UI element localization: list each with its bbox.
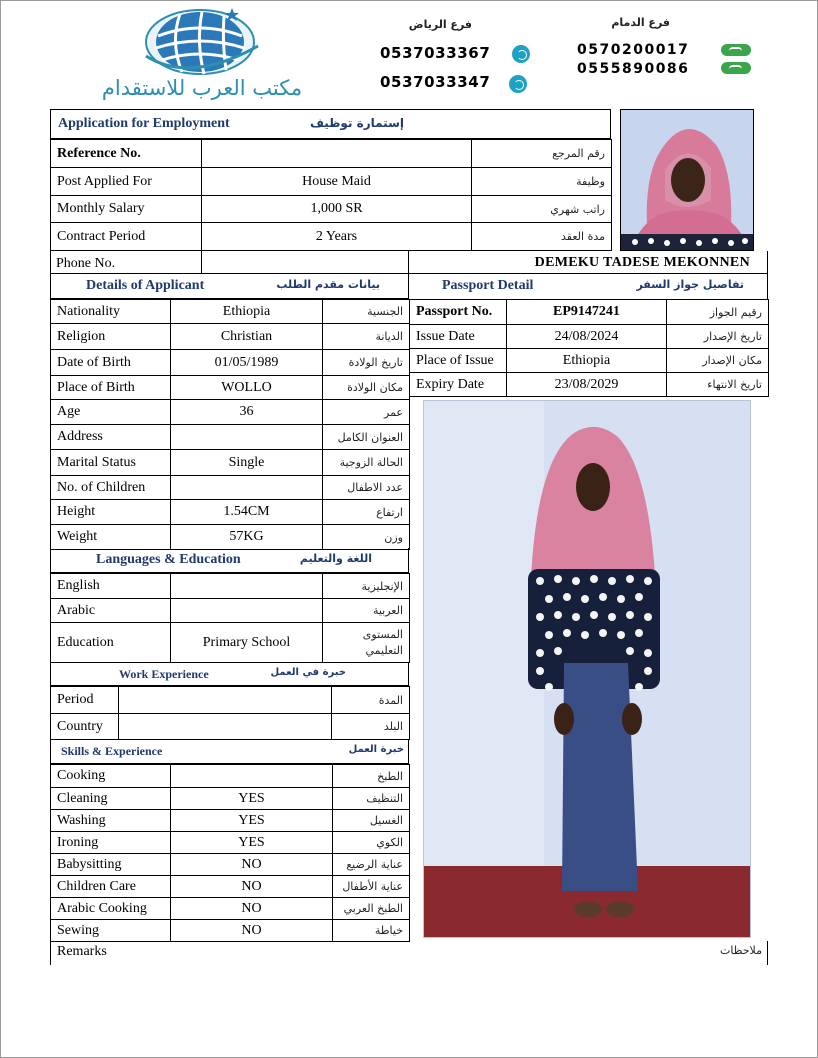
table-row <box>51 876 410 898</box>
passport-field-label-ar: تاريخ الانتهاء <box>667 373 769 397</box>
dammam-phone-2[interactable]: 0555890086 <box>577 61 690 77</box>
table-row <box>410 349 769 373</box>
field-label-ar: ارتفاع <box>323 500 410 525</box>
field-label-ar: الحالة الزوجية <box>323 450 410 476</box>
skills-table <box>50 764 410 942</box>
table-row <box>51 450 410 476</box>
field-label: Height <box>51 500 171 525</box>
table-row <box>51 376 410 400</box>
riyadh-branch-label: فرع الرياض <box>408 18 472 31</box>
whatsapp-icon <box>509 75 527 93</box>
field-value[interactable] <box>119 714 332 740</box>
passport-field-label: Issue Date <box>410 325 507 349</box>
phone-icon <box>721 62 751 74</box>
skill-value[interactable] <box>171 765 333 788</box>
field-label-ar: تاريخ الولادة <box>323 350 410 376</box>
passport-field-label: Passport No. <box>410 300 507 325</box>
passport-field-value[interactable]: EP9147241 <box>507 300 667 325</box>
passport-field-label-ar: رقيم الجواز <box>667 300 769 325</box>
skill-label-ar: خياطة <box>333 920 410 942</box>
field-value[interactable]: WOLLO <box>171 376 323 400</box>
company-name: مكتب العرب للاستقدام <box>101 76 303 100</box>
skills-heading-ar: خبرة العمل <box>348 744 404 755</box>
skill-label: Children Care <box>51 876 171 898</box>
skill-value[interactable]: NO <box>171 898 333 920</box>
applicant-name: DEMEKU TADESE MEKONNEN <box>534 255 750 270</box>
field-label-ar: الجنسية <box>323 300 410 324</box>
skill-label: Arabic Cooking <box>51 898 171 920</box>
salary-label: Monthly Salary <box>51 196 202 223</box>
table-row <box>51 898 410 920</box>
field-label: Period <box>51 687 119 714</box>
phone-row-divider <box>201 251 202 274</box>
table-row <box>51 599 410 623</box>
field-value[interactable] <box>119 687 332 714</box>
field-label-ar: الإنجليزية <box>323 574 410 599</box>
field-label-ar: العنوان الكامل <box>323 425 410 450</box>
languages-table <box>50 573 410 663</box>
field-label-ar: وزن <box>323 525 410 550</box>
passport-field-label: Place of Issue <box>410 349 507 373</box>
skill-value[interactable]: NO <box>171 854 333 876</box>
post-label-ar: وظيفة <box>472 168 612 196</box>
field-label: Age <box>51 400 171 425</box>
skill-label-ar: الطبخ <box>333 765 410 788</box>
skill-label-ar: الغسيل <box>333 810 410 832</box>
table-row <box>51 300 410 324</box>
field-label: No. of Children <box>51 476 171 500</box>
skill-label-ar: الكوي <box>333 832 410 854</box>
salary-label-ar: راتب شهري <box>472 196 612 223</box>
post-label: Post Applied For <box>51 168 202 196</box>
field-label-ar: المستوى التعليمي <box>323 623 410 663</box>
passport-field-value[interactable]: 24/08/2024 <box>507 325 667 349</box>
company-logo <box>140 6 260 80</box>
riyadh-phone-2[interactable]: 0537033347 <box>380 73 491 91</box>
field-label: Nationality <box>51 300 171 324</box>
field-label: Arabic <box>51 599 171 623</box>
passport-field-value[interactable]: Ethiopia <box>507 349 667 373</box>
passport-heading-en: Passport Detail <box>442 278 534 293</box>
phone-label: Phone No. <box>56 256 116 271</box>
skill-value[interactable]: YES <box>171 832 333 854</box>
field-value[interactable]: Primary School <box>171 623 323 663</box>
top-info-table <box>50 139 612 251</box>
reference-label: Reference No. <box>51 140 202 168</box>
skill-label: Ironing <box>51 832 171 854</box>
field-value[interactable]: Single <box>171 450 323 476</box>
table-row <box>51 920 410 942</box>
remarks-label: Remarks <box>57 944 107 959</box>
post-value[interactable]: House Maid <box>202 168 472 196</box>
table-row <box>51 350 410 376</box>
table-row <box>51 687 410 714</box>
table-row <box>51 765 410 788</box>
table-row <box>51 500 410 525</box>
applicant-heading-en: Details of Applicant <box>86 278 205 293</box>
field-label: Marital Status <box>51 450 171 476</box>
languages-heading-en: Languages & Education <box>96 552 241 567</box>
skill-label-ar: عناية الرضيع <box>333 854 410 876</box>
passport-field-label-ar: تاريخ الإصدار <box>667 325 769 349</box>
table-row <box>51 425 410 450</box>
table-row <box>51 476 410 500</box>
field-value[interactable] <box>171 476 323 500</box>
dammam-phone-1[interactable]: 0570200017 <box>577 42 690 58</box>
field-value[interactable] <box>171 574 323 599</box>
field-label-ar: البلد <box>332 714 410 740</box>
reference-value[interactable] <box>202 140 472 168</box>
table-row <box>410 300 769 325</box>
field-value[interactable]: 36 <box>171 400 323 425</box>
field-value[interactable]: 57KG <box>171 525 323 550</box>
applicant-table <box>50 299 410 550</box>
field-value[interactable]: Christian <box>171 324 323 350</box>
form-title-en: Application for Employment <box>58 116 230 131</box>
skill-label: Cleaning <box>51 788 171 810</box>
skill-value[interactable]: YES <box>171 810 333 832</box>
contract-label: Contract Period <box>51 223 202 251</box>
field-label: Religion <box>51 324 171 350</box>
field-label: Weight <box>51 525 171 550</box>
passport-field-label: Expiry Date <box>410 373 507 397</box>
field-label-ar: عدد الاطفال <box>323 476 410 500</box>
contract-value[interactable]: 2 Years <box>202 223 472 251</box>
field-value[interactable] <box>171 425 323 450</box>
field-label: Place of Birth <box>51 376 171 400</box>
remarks-label-ar: ملاحظات <box>720 944 762 957</box>
passport-heading-ar: تفاصيل جواز السفر <box>636 278 744 291</box>
contract-label-ar: مدة العقد <box>472 223 612 251</box>
table-row <box>410 325 769 349</box>
work-table <box>50 686 410 740</box>
work-heading-ar: خبرة في العمل <box>270 667 346 678</box>
field-label-ar: العربية <box>323 599 410 623</box>
skill-label-ar: التنظيف <box>333 788 410 810</box>
table-row <box>51 714 410 740</box>
work-heading-box <box>50 662 409 686</box>
riyadh-phone-1[interactable]: 0537033367 <box>380 44 491 62</box>
passport-field-label-ar: مكان الإصدار <box>667 349 769 373</box>
field-label-ar: عمر <box>323 400 410 425</box>
phone-icon <box>721 44 751 56</box>
field-label: Education <box>51 623 171 663</box>
skill-label: Cooking <box>51 765 171 788</box>
table-row <box>51 832 410 854</box>
applicant-photo-portrait <box>620 109 754 251</box>
table-row <box>51 400 410 425</box>
passport-table <box>409 299 769 397</box>
field-value[interactable] <box>171 599 323 623</box>
skill-value[interactable]: NO <box>171 920 333 942</box>
table-row <box>51 574 410 599</box>
table-row <box>51 623 410 663</box>
reference-label-ar: رقم المرجع <box>472 140 612 168</box>
table-row <box>51 810 410 832</box>
skill-label: Washing <box>51 810 171 832</box>
field-label: Country <box>51 714 119 740</box>
field-label: Address <box>51 425 171 450</box>
skill-label: Babysitting <box>51 854 171 876</box>
table-row <box>410 373 769 397</box>
form-title-ar: إستمارة توظيف <box>309 116 404 130</box>
languages-heading-ar: اللغة والتعليم <box>299 552 372 565</box>
skills-heading-en: Skills & Experience <box>61 744 163 758</box>
dammam-branch-label: فرع الدمام <box>611 16 670 29</box>
work-heading-en: Work Experience <box>119 667 209 681</box>
skill-value[interactable]: NO <box>171 876 333 898</box>
field-label-ar: المدة <box>332 687 410 714</box>
phone-row-divider <box>408 251 409 274</box>
skill-label-ar: عناية الأطفال <box>333 876 410 898</box>
skill-value[interactable]: YES <box>171 788 333 810</box>
applicant-photo-full <box>423 400 751 938</box>
table-row <box>51 788 410 810</box>
field-label: Date of Birth <box>51 350 171 376</box>
passport-field-value[interactable]: 23/08/2029 <box>507 373 667 397</box>
table-row <box>51 525 410 550</box>
applicant-heading-ar: بيانات مقدم الطلب <box>276 278 380 291</box>
table-row <box>51 324 410 350</box>
table-row <box>51 854 410 876</box>
salary-value[interactable]: 1,000 SR <box>202 196 472 223</box>
skill-label-ar: الطبخ العربي <box>333 898 410 920</box>
field-label: English <box>51 574 171 599</box>
field-value[interactable]: Ethiopia <box>171 300 323 324</box>
skill-label: Sewing <box>51 920 171 942</box>
field-value[interactable]: 1.54CM <box>171 500 323 525</box>
field-label-ar: الديانة <box>323 324 410 350</box>
field-label-ar: مكان الولادة <box>323 376 410 400</box>
whatsapp-icon <box>512 45 530 63</box>
field-value[interactable]: 01/05/1989 <box>171 350 323 376</box>
